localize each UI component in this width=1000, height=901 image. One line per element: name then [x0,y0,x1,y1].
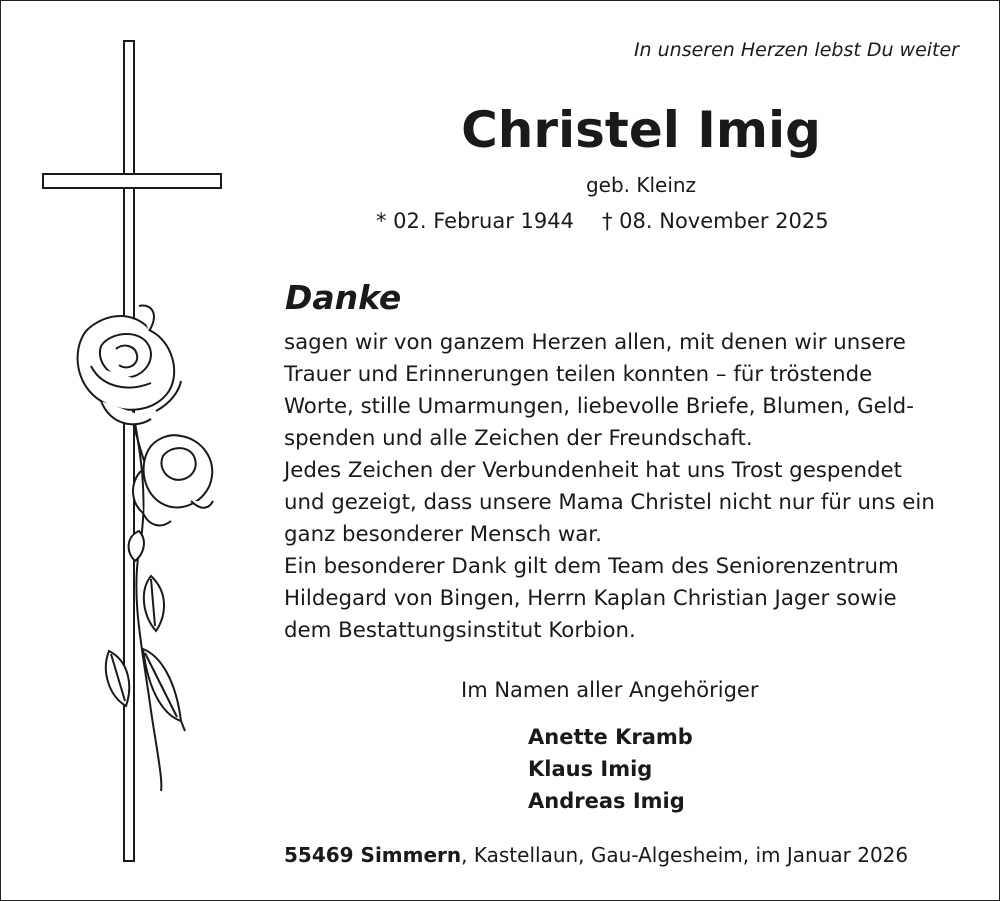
place-and-date [284,843,908,867]
cross-with-roses-illustration [31,31,231,871]
thanks-line: spenden und alle Zeichen der Freundschaft. [284,426,753,451]
signers-list [528,721,693,817]
thanks-line: Trauer und Erinnerungen teilen konnten – für tröstende [284,362,873,387]
cross-horizontal-beam [43,174,221,188]
maiden-name: geb. Kleinz [585,173,697,197]
signer-name: Klaus Imig [528,757,653,781]
signer-name: Anette Kramb [528,725,693,749]
thanks-line: dem Bestattungsinstitut Korbion. [284,618,636,643]
thanks-text [284,327,974,647]
rose-leaves [106,531,185,731]
thanks-line: und gezeigt, dass unsere Mama Christel nicht nur für uns ein [284,490,935,515]
thanks-heading: Danke [285,278,402,317]
thanks-line: ganz besonderer Mensch war. [284,522,602,547]
place-rest: , Kastellaun, Gau-Algesheim, im Januar 2026 [461,843,909,867]
birth-date: * 02. Februar 1944 [376,209,574,233]
deceased-name: Christel Imig [461,101,821,159]
thanks-line: sagen wir von ganzem Herzen allen, mit denen wir unsere [284,330,906,355]
on-behalf-text: Im Namen aller Angehöriger [461,678,759,702]
upper-rose [78,306,181,425]
place-main: 55469 Simmern [284,843,462,867]
life-dates [376,209,829,233]
thanks-line: Ein besonderer Dank gilt dem Team des Seniorenzentrum [284,554,899,579]
thanks-line: Worte, stille Umarmungen, liebevolle Briefe, Blumen, Geld- [284,394,914,419]
thanks-line: Hildegard von Bingen, Herrn Kaplan Christian Jager sowie [284,586,897,611]
death-date: † 08. November 2025 [602,209,829,233]
lower-rose [133,435,213,525]
signer-name: Andreas Imig [528,789,685,813]
thanks-line: Jedes Zeichen der Verbundenheit hat uns Trost gespendet [284,458,902,483]
cross-vertical-beam [124,41,134,861]
motto: In unseren Herzen lebst Du weiter [633,39,959,61]
